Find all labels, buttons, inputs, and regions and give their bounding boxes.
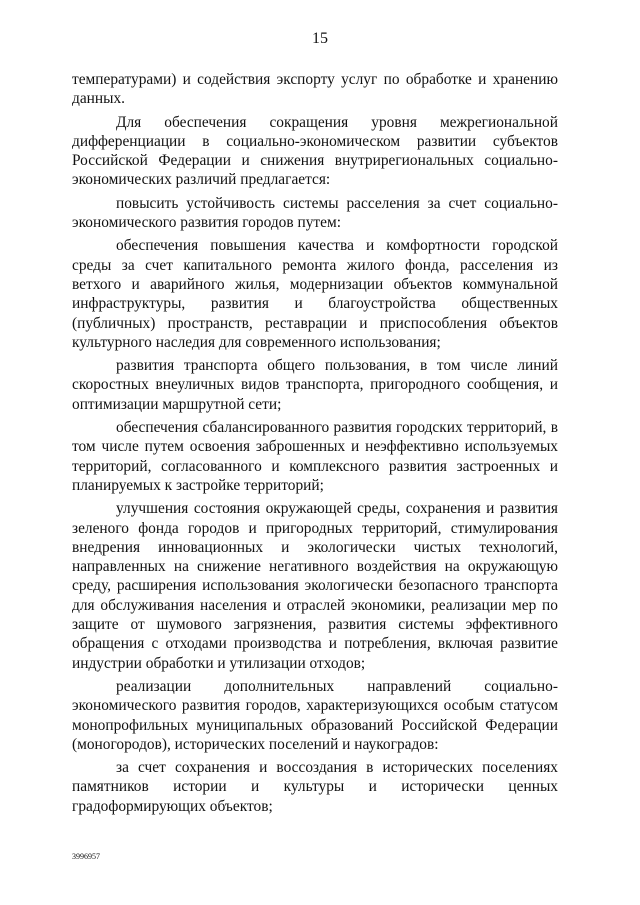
paragraph-urban-environment: обеспечения повышения качества и комфортности городской среды за счет капитального ремонта жилого фонда, расселения из ветхого и аварийного жилья, модернизации объектов коммунальной инфраструктуры, развития и благоустройства общественных (публичных) пространств, реставрации и приспособления объектов культурного наследия для современного использования; [72, 237, 558, 351]
paragraph-environment: улучшения состояния окружающей среды, сохранения и развития зеленого фонда городов и пригородных территорий, стимулирования внедрения инновационных и экологически чистых технологий, направленных на снижение негативного воздействия на окружающую среду, расширения использования экологически безопасного транспорта для обслуживания населения и отраслей экономики, реализации мер по защите от шумового загрязнения, развития системы эффективного обращения с отходами производства и потребления, включая развитие индустрии обработки и утилизации отходов; [72, 500, 558, 672]
paragraph-special-cities: реализации дополнительных направлений социально-экономического развития городов, характеризующихся особым статусом монопрофильных муниципальных образований Российской Федерации (моногородов), исторических поселений и наукоградов: [72, 677, 558, 753]
paragraph-intro: Для обеспечения сокращения уровня межрегиональной дифференциации в социально-экономическом развитии субъектов Российской Федерации и снижения внутрирегиональных социально-экономических различий предлагается: [72, 113, 558, 189]
page-number: 15 [312, 30, 328, 47]
document-body [72, 70, 558, 820]
paragraph-heritage: за счет сохранения и воссоздания в исторических поселениях памятников истории и культуры и исторически ценных градоформирующих объектов; [72, 759, 558, 815]
paragraph-public-transport: развития транспорта общего пользования, в том числе линий скоростных внеуличных видов транспорта, пригородного сообщения, и оптимизации маршрутной сети; [72, 357, 558, 413]
paragraph-territory-development: обеспечения сбалансированного развития городских территорий, в том числе путем освоения заброшенных и неэффективно используемых территорий, согласованного и комплексного развития застроенных и планируемых к застройке территорий; [72, 419, 558, 494]
paragraph-continuation: температурами) и содействия экспорту услуг по обработке и хранению данных. [72, 71, 558, 108]
paragraph-main-goal: повысить устойчивость системы расселения за счет социально-экономического развития городов путем: [72, 194, 558, 232]
document-code: 3996957 [72, 852, 100, 861]
